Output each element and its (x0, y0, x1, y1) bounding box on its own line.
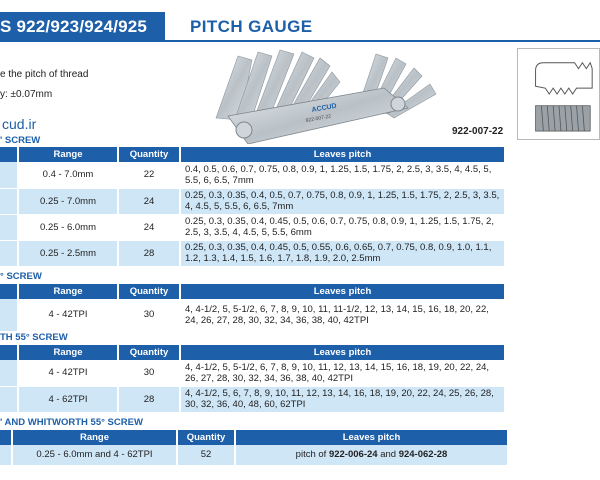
leaves-cell: 0.25, 0.3, 0.35, 0.4, 0.5, 0.7, 0.75, 0.8, 0.9, 1, 1.25, 1.5, 1.75, 2, 2.5, 3, 3.5, 4, 4.5, 5, 5.5, 6, 6.5, 7mm (180, 188, 505, 214)
leaves-code-1: 922-006-24 (328, 449, 378, 461)
range-cell: 4 - 42TPI (18, 360, 118, 386)
quantity-cell: 22 (118, 162, 180, 188)
table-row (0, 214, 505, 240)
quantity-cell: 30 (118, 360, 180, 386)
leaves-joiner: and (377, 449, 399, 461)
model-numbers: S 922/923/924/925 (0, 17, 148, 36)
range-cell: 4 - 42TPI (18, 299, 118, 331)
thread-gauge-diagram (517, 48, 600, 140)
combo-table (0, 430, 509, 466)
description-line-2: y: ±0.07mm (0, 89, 53, 100)
metric-header-leaves: Leaves pitch (180, 147, 505, 162)
leaves-cell: 4, 4-1/2, 5, 6, 7, 8, 9, 10, 11, 12, 13, 14, 16, 18, 19, 20, 22, 24, 25, 26, 28, 30, 32, 36, 40, 48, 60, 62TPI (180, 386, 505, 412)
combo-section-heading: ' AND WHITWORTH 55° SCREW (0, 417, 143, 428)
quantity-cell: 24 (118, 214, 180, 240)
model-title-bar (0, 12, 165, 42)
metric-header-quantity: Quantity (118, 147, 180, 162)
whitworth-header-quantity: Quantity (118, 345, 180, 360)
photo-brand-label: ACCUD (311, 102, 338, 114)
pitch-gauge-photo (208, 48, 448, 144)
quantity-cell: 30 (118, 299, 180, 331)
combo-header-range: Range (12, 430, 177, 445)
page-title: PITCH GAUGE (190, 17, 313, 36)
quantity-cell: 52 (177, 445, 235, 465)
quantity-cell: 28 (118, 240, 180, 266)
leaves-cell: 0.4, 0.5, 0.6, 0.7, 0.75, 0.8, 0.9, 1, 1.25, 1.5, 1.75, 2, 2.5, 3, 3.5, 4, 4.5, 5, 5.5, 6, 6.5, 7mm (180, 162, 505, 188)
metric-section-heading: ' SCREW (0, 135, 41, 146)
product-code: 922-007-22 (452, 126, 504, 137)
table-row (0, 445, 508, 465)
tpi60-header-leaves: Leaves pitch (180, 284, 505, 299)
title-underline (165, 40, 600, 42)
leaves-cell: 4, 4-1/2, 5, 5-1/2, 6, 7, 8, 9, 10, 11, 11-1/2, 12, 13, 14, 15, 16, 18, 20, 22, 24, 26, 27, 28, 30, 32, 34, 36, 38, 40, 42TPI (180, 299, 505, 331)
metric-table (0, 147, 506, 267)
table-row (0, 386, 505, 412)
range-cell: 0.4 - 7.0mm (18, 162, 118, 188)
table-row (0, 299, 505, 331)
table-row (0, 188, 505, 214)
combo-header-quantity: Quantity (177, 430, 235, 445)
metric-header-blank (0, 147, 18, 162)
range-cell: 0.25 - 6.0mm and 4 - 62TPI (12, 445, 177, 465)
range-cell: 0.25 - 7.0mm (18, 188, 118, 214)
leaves-cell: 4, 4-1/2, 5, 5-1/2, 6, 7, 8, 9, 10, 11, 12, 13, 14, 15, 16, 18, 19, 20, 22, 24, 26, 27, 28, 30, 32, 34, 36, 38, 40, 42TPI (180, 360, 505, 386)
quantity-cell: 24 (118, 188, 180, 214)
whitworth-section-heading: TH 55° SCREW (0, 332, 68, 343)
photo-code-label: 922-007-22 (305, 113, 332, 124)
whitworth-header-leaves: Leaves pitch (180, 345, 505, 360)
brand-url: cud.ir (2, 116, 37, 132)
range-cell: 4 - 62TPI (18, 386, 118, 412)
description-line-1: e the pitch of thread (0, 69, 89, 80)
range-cell: 0.25 - 6.0mm (18, 214, 118, 240)
leaves-code-2: 924-062-28 (398, 449, 448, 461)
tpi60-header-quantity: Quantity (118, 284, 180, 299)
whitworth-table (0, 345, 506, 413)
table-row (0, 360, 505, 386)
quantity-cell: 28 (118, 386, 180, 412)
leaves-cell: 0.25, 0.3, 0.35, 0.4, 0.45, 0.5, 0.55, 0.6, 0.65, 0.7, 0.75, 0.8, 0.9, 1.0, 1.1, 1.2, 1.3, 1.4, 1.5, 1.6, 1.7, 1.8, 1.9, 2.0, 2.5mm (180, 240, 505, 266)
combo-header-leaves: Leaves pitch (235, 430, 508, 445)
table-row (0, 240, 505, 266)
tpi60-header-range: Range (18, 284, 118, 299)
tpi60-table (0, 284, 506, 332)
leaves-cell (235, 445, 508, 465)
range-cell: 0.25 - 2.5mm (18, 240, 118, 266)
whitworth-header-range: Range (18, 345, 118, 360)
leaves-cell: 0.25, 0.3, 0.35, 0.4, 0.45, 0.5, 0.6, 0.7, 0.75, 0.8, 0.9, 1, 1.25, 1.5, 1.75, 2, 2.5, 3, 3.5, 4, 4.5, 5, 5.5, 6mm (180, 214, 505, 240)
leaves-prefix: pitch of (295, 449, 329, 461)
metric-header-range: Range (18, 147, 118, 162)
table-row (0, 162, 505, 188)
tpi60-section-heading: ° SCREW (0, 271, 42, 282)
